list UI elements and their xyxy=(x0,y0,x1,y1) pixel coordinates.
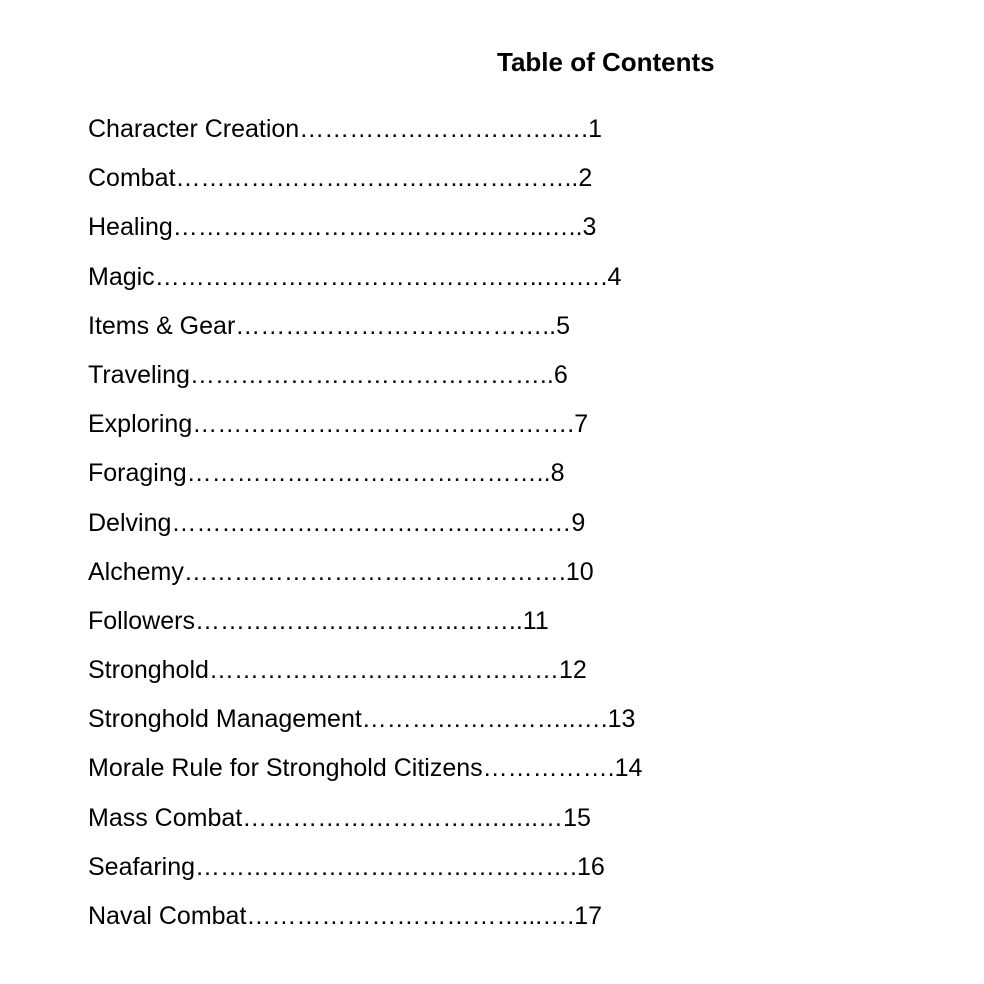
toc-entry-page: 14 xyxy=(614,754,643,783)
toc-entry-leader: …………………………..…….. xyxy=(194,606,523,635)
toc-entry xyxy=(88,751,642,800)
toc-entry-leader: ………………………………………. xyxy=(192,410,575,439)
toc-entry xyxy=(88,210,642,259)
toc-entry xyxy=(88,309,642,358)
toc-list xyxy=(88,112,642,948)
toc-entry xyxy=(88,801,642,850)
toc-entry-leader: ………………………………………. xyxy=(195,852,577,881)
toc-entry-leader: ………………………………………… xyxy=(171,508,572,537)
toc-entry xyxy=(88,653,642,702)
toc-title: Table of Contents xyxy=(497,47,715,77)
toc-entry-label: Traveling xyxy=(88,360,190,389)
toc-entry-label: Items & Gear xyxy=(88,311,236,340)
toc-entry-leader: …………………………………….. xyxy=(189,360,554,389)
toc-entry-label: Exploring xyxy=(88,410,193,439)
toc-entry-page: 7 xyxy=(574,410,589,439)
toc-entry xyxy=(88,456,642,505)
toc-entry-page: 10 xyxy=(565,557,594,586)
toc-entry-label: Followers xyxy=(88,606,195,635)
toc-entry xyxy=(88,506,642,555)
toc-entry-page: 2 xyxy=(578,164,593,193)
toc-entry-page: 8 xyxy=(550,459,565,488)
toc-entry-page: 6 xyxy=(553,360,568,389)
toc-entry-leader: ……………………….……….. xyxy=(235,311,557,340)
toc-entry-label: Seafaring xyxy=(88,852,196,881)
toc-entry-label: Magic xyxy=(88,262,155,291)
toc-entry xyxy=(88,112,642,161)
toc-entry-page: 1 xyxy=(588,115,603,143)
toc-entry xyxy=(88,358,642,407)
toc-entry-leader: ……………………………..………….. xyxy=(175,164,579,193)
toc-entry-page: 9 xyxy=(571,508,586,537)
toc-entry-page: 16 xyxy=(576,852,605,881)
toc-entry xyxy=(88,604,642,653)
toc-entry xyxy=(88,555,642,604)
toc-entry-leader: ………………………………………. xyxy=(183,557,566,586)
toc-entry-leader: …………………………………… xyxy=(208,656,559,685)
toc-entry-page: 11 xyxy=(522,606,549,635)
toc-entry-page: 15 xyxy=(563,803,591,832)
toc-entry xyxy=(88,850,642,899)
toc-entry-leader: ……………………………….……..….. xyxy=(172,213,583,242)
toc-entry xyxy=(88,702,642,751)
toc-entry-label: Healing xyxy=(88,213,173,242)
toc-entry-leader: ……………………..…. xyxy=(361,705,608,734)
toc-entry-label: Morale Rule for Stronghold Citizens xyxy=(88,754,483,783)
toc-entry-leader: ……………. xyxy=(482,754,615,783)
toc-entry-label: Stronghold Management xyxy=(88,705,362,734)
toc-entry-label: Character Creation xyxy=(88,115,300,143)
toc-entry-leader: ……………………………...…. xyxy=(246,902,575,930)
toc-entry-label: Combat xyxy=(88,164,176,193)
toc-entry-leader: ………………………….…. xyxy=(299,115,589,143)
toc-entry xyxy=(88,899,642,948)
toc-entry-label: Naval Combat xyxy=(88,902,247,930)
toc-entry-page: 4 xyxy=(607,262,622,291)
toc-entry-label: Stronghold xyxy=(88,656,209,685)
toc-entry-page: 12 xyxy=(558,656,587,685)
toc-entry-page: 13 xyxy=(607,705,636,734)
toc-entry-page: 17 xyxy=(574,902,603,930)
toc-entry-page: 5 xyxy=(556,311,571,340)
toc-entry-label: Mass Combat xyxy=(88,803,243,832)
toc-entry xyxy=(88,260,642,309)
toc-entry-leader: ………………………………………..….…. xyxy=(154,262,608,291)
toc-entry-page: 3 xyxy=(582,213,597,242)
toc-entry xyxy=(88,407,642,456)
toc-entry-leader: …………………………………….. xyxy=(186,459,551,488)
toc-entry-label: Alchemy xyxy=(88,557,184,586)
toc-entry-label: Delving xyxy=(88,508,172,537)
toc-entry-label: Foraging xyxy=(88,459,187,488)
toc-entry xyxy=(88,161,642,210)
toc-entry-leader: ………………………….…..… xyxy=(242,803,564,832)
